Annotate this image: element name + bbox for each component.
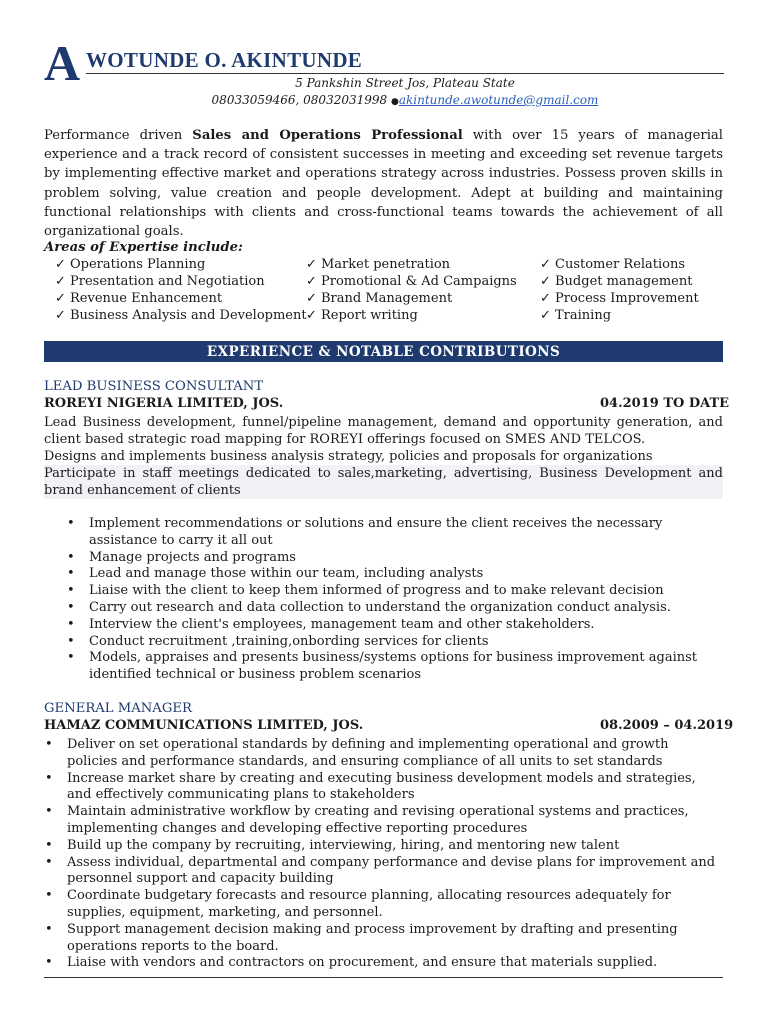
expertise-col-1 [55, 256, 307, 324]
check-icon: ✓ [55, 308, 66, 323]
company-name: HAMAZ COMMUNICATIONS LIMITED, JOS. [44, 718, 364, 733]
list-item: • Models, appraises and presents business/systems options for business improvement against identified technical or business problem scenarios [67, 650, 698, 683]
bullet-icon: • [67, 516, 75, 531]
list-item: • Implement recommendations or solutions and ensure the client receives the necessary assistance to carry it all out [67, 516, 663, 548]
check-icon: ✓ [55, 257, 66, 272]
expertise-item: ✓ Promotional & Ad Campaigns [306, 274, 517, 289]
bullet-icon: • [67, 599, 75, 615]
bullet-icon: • [67, 583, 75, 599]
summary-lead: Performance driven [44, 128, 193, 143]
check-icon: ✓ [306, 274, 317, 289]
address: 5 Pankshin Street Jos, Plateau State [295, 76, 515, 90]
job-description: Designs and implements business analysis strategy, policies and proposals for organizations [44, 449, 653, 464]
bullet-icon: • [67, 566, 75, 582]
expertise-item: ✓ Report writing [306, 308, 418, 323]
bullet-icon: • [67, 549, 75, 565]
professional-summary [44, 126, 723, 241]
list-item: • Conduct recruitment ,training,onbording services for clients [67, 633, 489, 649]
list-item: • Build up the company by recruiting, interviewing, hiring, and mentoring new talent [45, 837, 620, 853]
job-description: Participate in staff meetings dedicated to sales,marketing, advertising, Business Development and brand enhancement of clients [44, 466, 723, 498]
job2-bullets [45, 737, 717, 972]
check-icon: ✓ [540, 291, 551, 306]
bullet-icon: • [67, 633, 75, 649]
bullet-icon: • [67, 616, 75, 632]
expertise-item: ✓ Presentation and Negotiation [55, 274, 265, 289]
list-item: • Assess individual, departmental and company performance and devise plans for improvement and personnel support and capacity building [45, 854, 716, 887]
job-title: GENERAL MANAGER [44, 701, 192, 716]
name-initial: A [44, 35, 81, 91]
list-item: • Lead and manage those within our team, including analysts [67, 566, 484, 582]
bullet-icon: • [45, 737, 53, 752]
expertise-col-3 [540, 256, 699, 324]
job-dates: 04.2019 TO DATE [600, 396, 730, 411]
expertise-item: ✓ Budget management [540, 274, 693, 289]
job-description: Lead Business development, funnel/pipeline management, demand and opportunity generation, and client based strategic road mapping for ROREYI offerings focused on SMES AND TELCOS. [44, 415, 723, 447]
expertise-heading: Areas of Expertise include: [44, 240, 243, 255]
phone-numbers: 08033059466, 08032031998 [211, 93, 388, 107]
list-item: • Interview the client's employees, management team and other stakeholders. [67, 616, 595, 632]
list-item: • Support management decision making and process improvement by drafting and presenting operations reports to the board. [45, 921, 678, 954]
email-link[interactable]: akintunde.awotunde@gmail.com [398, 93, 599, 107]
expertise-item: ✓ Training [540, 308, 612, 323]
job-dates: 08.2009 – 04.2019 [600, 718, 734, 733]
bullet-icon: • [45, 921, 53, 937]
expertise-item: ✓ Business Analysis and Development [55, 308, 307, 323]
check-icon: ✓ [55, 274, 66, 289]
bullet-icon: • [45, 854, 53, 870]
candidate-name: WOTUNDE O. AKINTUNDE [86, 48, 363, 72]
bullet-icon: • [45, 837, 53, 853]
bullet-icon: • [45, 955, 53, 971]
check-icon: ✓ [306, 291, 317, 306]
expertise-item: ✓ Market penetration [306, 257, 451, 272]
header-divider [86, 73, 724, 74]
list-item: • Carry out research and data collection to understand the organization conduct analysis. [67, 599, 671, 615]
job1-bullets [67, 516, 723, 684]
section-banner-experience: EXPERIENCE & NOTABLE CONTRIBUTIONS [44, 341, 723, 362]
bullet-icon: • [67, 650, 75, 666]
summary-rest: with over 15 years of managerial experience and a track record of consistent successes in meeting and exceeding set revenue targets by implementing effective market and operations strategy across industries. Possess proven skills in problem solving, value creation and people development. Adept at building and maintaining functional relationships with clients and cross-functional teams towards the achievement of all organizational goals. [44, 128, 723, 240]
expertise-item: ✓ Brand Management [306, 291, 453, 306]
check-icon: ✓ [540, 274, 551, 289]
bullet-icon: • [45, 770, 53, 786]
list-item: • Coordinate budgetary forecasts and resource planning, allocating resources adequately for supplies, equipment, marketing, and personnel. [45, 888, 671, 920]
check-icon: ✓ [306, 308, 317, 323]
bullet-icon: • [45, 888, 53, 904]
list-item: • Manage projects and programs [67, 549, 296, 565]
footer-divider [44, 977, 723, 978]
expertise-item: ✓ Revenue Enhancement [55, 291, 223, 306]
list-item: • Liaise with the client to keep them informed of progress and to make relevant decision [67, 583, 664, 599]
check-icon: ✓ [306, 257, 317, 272]
expertise-col-2 [306, 256, 517, 324]
bullet-icon: • [45, 804, 53, 820]
check-icon: ✓ [540, 308, 551, 323]
list-item: • Increase market share by creating and executing business development models and strategies, and effectively communicating plans to stakeholders [45, 770, 696, 803]
expertise-item: ✓ Process Improvement [540, 291, 699, 306]
company-name: ROREYI NIGERIA LIMITED, JOS. [44, 396, 284, 411]
summary-bold: Sales and Operations Professional [192, 128, 463, 143]
check-icon: ✓ [540, 257, 551, 272]
contact-line [86, 92, 724, 110]
list-item: • Maintain administrative workflow by creating and revising operational systems and practices, implementing changes and developing effective reporting procedures [45, 804, 689, 836]
list-item: • Liaise with vendors and contractors on procurement, and ensure that materials supplied. [45, 955, 658, 971]
expertise-item: ✓ Operations Planning [55, 257, 206, 272]
separator-bullet: ● [390, 97, 399, 107]
job-title: LEAD BUSINESS CONSULTANT [44, 379, 264, 394]
check-icon: ✓ [55, 291, 66, 306]
list-item: • Deliver on set operational standards by defining and implementing operational and growth policies and performance standards, and ensuring compliance of all units to set standards [45, 737, 669, 769]
expertise-item: ✓ Customer Relations [540, 257, 686, 272]
